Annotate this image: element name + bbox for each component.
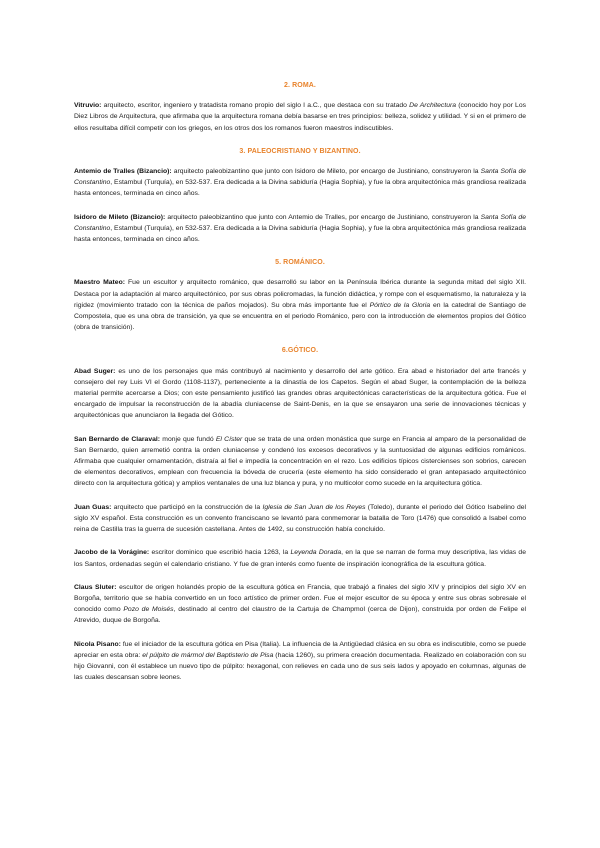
biography-entry [74,212,526,246]
work-title: Pórtico de la Gloria [369,301,431,309]
work-title: Pozo de Moisés [123,606,174,614]
entry-text: en la catedral de Santiago de Compostela, que es una obra de transición, ya que se encuentra en el periodo Románico, pero con la introducción de elementos propios del Gótico (obra de transición). [74,301,526,332]
person-name: Jacobo de la Vorágine: [74,549,150,557]
work-title: De Architectura [409,102,457,110]
work-title: Leyenda Dorada [290,549,342,557]
entry-text: Fue un escultor y arquitecto románico, que desarrolló su labor en la Península Ibérica durante la segunda mitad del siglo XII. Destaca por la adaptación al marco arquitectónico, por sus obras policromadas, la función didáctica, y rompe con el esquematismo, la naturaleza y la rigidez (movimiento tratado con la técnica de paños mojados). Su obra más importante fue el [74,279,526,309]
person-name: Antemio de Tralles (Bizancio): [74,168,172,176]
entry-text: , en la que se narran de forma muy descriptiva, las vidas de los Santos, ordenadas según el calendario cristiano. Y fue de gran interés como fuente de inspiración iconográfica de la escultura gótica. [74,549,526,568]
entry-text: arquitecto que participó en la construcción de la [111,503,263,511]
work-title: el púlpito de mármol del Baptisterio de Pisa [142,651,274,659]
person-name: Juan Guas: [74,503,112,511]
person-name: Claus Sluter: [74,583,117,591]
biography-entry [74,582,526,627]
biography-entry [74,502,526,536]
entry-text: fue el iniciador de la escultura gótica en Pisa (Italia). La influencia de la Antigüedad clásica en su obra es indiscutible, como se puede apreciar en esta obra: [74,640,526,659]
work-title: Iglesia de San Juan de los Reyes [262,503,366,511]
entry-text: , Estambul (Turquía), en 532-537. Era dedicada a la Divina sabiduría (Hagia Sophia), y fue la obra arquitectónica más grandiosa realizada hasta entonces, terminada en cinco años. [74,224,527,244]
person-name: San Bernardo de Claraval: [74,435,161,443]
entry-text: , Estambul (Turquía), en 532-537. Era dedicada a la Divina sabiduría (Hagia Sophia), y fue la obra arquitectónica más grandiosa realizada hasta entonces, terminada en cinco años. [74,179,527,198]
entry-text: (conocido hoy por Los Diez Libros de Arquitectura, que afirmaba que la arquitectura romana debía basarse en tres principios: belleza, solidez y utilidad. Y si en el primero de ellos resultaba difícil competir con los griegos, en los otros dos los romanos fueron maestros indiscutibles. [74,102,527,132]
person-name: Isidoro de Mileto (Bizancio): [74,213,166,221]
entry-text: monje que fundó [160,435,216,443]
entry-text: es uno de los personajes que más contribuyó al nacimiento y desarrollo del arte gótico. Era abad e historiador del arte francés y consejero del rey Luis VI el Gordo (1108-1137), perteneciente a la dinastía de los Capetos. Según el abad Suger, la contemplación de la belleza material permite acercarse a Dios; con este pensamiento justificó las grandes obras arquitectónicas características de la arquitectura gótica. Fue el encargado de impulsar la reconstrucción de la abadía cluniacense de Saint-Denis, en la que se ensayaron una serie de innovaciones técnicas y arquitectónicas que anunciaron la llegada del Gótico. [74,367,526,420]
entry-text: escultor de origen holandés propio de la escultura gótica en Francia, que trabajó a finales del siglo XIV y principios del siglo XV en Borgoña, territorio que se había convertido en un foco artístico de primer orden. Fue el mejor escultor de su época y entre sus obras sobresale el conocido como [74,583,526,614]
work-title: Santa Sofía de Constantino [74,213,526,232]
section-heading: 6.GÓTICO. [281,347,319,355]
person-name: Nicola Pisano: [74,640,121,648]
person-name: Abad Suger: [74,367,116,375]
entry-text: , destinado al centro del claustro de la Cartuja de Champmol (cerca de Dijon), construida por orden de Felipe el Atrevido, duque de Borgoña. [74,606,527,625]
biography-entry [74,100,526,134]
person-name: Maestro Mateo: [74,279,125,287]
biography-entry [74,547,526,569]
entry-text: (Toledo), durante el periodo del Gótico Isabelino del siglo XV español. Esta construcción es un convento franciscano se levantó para conmemorar la batalla de Toro (1476) que consolidó a Isabel como reina de Castilla tras la guerra de sucesión castellana. Antes de 1492, su construcción había concluido. [74,503,527,534]
work-title: El Císter [215,435,243,443]
work-title: Santa Sofía de Constantino [74,168,526,187]
entry-text: arquitecto paleobizantino que junto con Isidoro de Mileto, por encargo de Justiniano, construyeron la [171,168,481,176]
biography-entry [74,434,526,490]
section-heading: 2. ROMA. [284,82,316,89]
entry-text: (hacia 1260), su primera creación documentada. Realizado en colaboración con su hijo Giovanni, con él establece un nuevo tipo de púlpito: hexagonal, con relieves en cada uno de sus seis lados y apoyado en columnas, algunas de las cuales descansan sobre leones. [74,651,526,682]
section-heading: 3. PALEOCRISTIANO Y BIZANTINO. [239,147,361,155]
biography-entry [74,366,526,422]
entry-text: escritor dominico que escribió hacia 1263, la [149,549,291,557]
person-name: Vitruvio: [74,102,102,110]
entry-text: arquitecto paleobizantino que junto con Antemio de Tralles, por encargo de Justiniano, construyeron la [165,213,481,221]
biography-entry [74,277,526,333]
biography-entry [74,166,526,200]
biography-entry [74,639,526,684]
entry-text: que se trata de una orden monástica que surge en Francia al amparo de la personalidad de San Bernardo, quien arremetió contra la orden cluniacense y condenó los excesos decorativos y la suntuosidad de algunas edificios románicos. Afirmaba que cualquier ornamentación, distraía al fiel e impedía la concentración en el rezo. Los edificios típicos cistercienses son sobrios, carecen de elementos decorativos, emplean con frecuencia la bóveda de crucería (este elemento ha sido considerado el gran antepasado arquitectónico directo con la arquitectura gótica) y amplios ventanales de una luz blanca y pura, y no multicolor como sucede en la arquitectura gótica. [74,435,526,488]
section-heading: 5. ROMÁNICO. [275,259,325,267]
entry-text: arquitecto, escritor, ingeniero y tratadista romano propio del siglo I a.C., que destaca con su tratado [101,102,410,110]
